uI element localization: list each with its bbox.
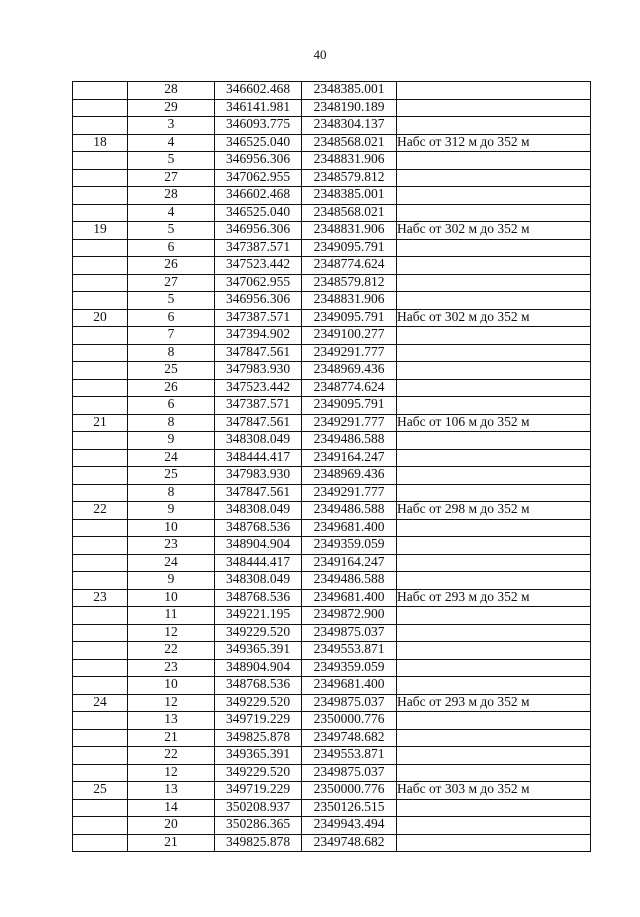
elevation-note-cell: Набс от 312 м до 352 м [397, 134, 591, 152]
elevation-note-cell [397, 677, 591, 695]
area-number-cell [73, 449, 128, 467]
area-number-cell [73, 117, 128, 135]
point-number-cell: 12 [128, 764, 215, 782]
elevation-note-cell [397, 764, 591, 782]
point-number-cell: 10 [128, 589, 215, 607]
table-row [73, 82, 591, 100]
elevation-note-cell [397, 187, 591, 205]
x-coordinate-cell: 347387.571 [215, 309, 302, 327]
y-coordinate-cell: 2349681.400 [302, 589, 397, 607]
point-number-cell: 13 [128, 712, 215, 730]
x-coordinate-cell: 348904.904 [215, 537, 302, 555]
elevation-note-cell [397, 292, 591, 310]
point-number-cell: 29 [128, 99, 215, 117]
elevation-note-cell [397, 204, 591, 222]
y-coordinate-cell: 2349943.494 [302, 817, 397, 835]
area-number-cell [73, 99, 128, 117]
elevation-note-cell [397, 397, 591, 415]
point-number-cell: 6 [128, 309, 215, 327]
x-coordinate-cell: 346956.306 [215, 292, 302, 310]
point-number-cell: 7 [128, 327, 215, 345]
elevation-note-cell: Набс от 293 м до 352 м [397, 589, 591, 607]
y-coordinate-cell: 2348568.021 [302, 204, 397, 222]
y-coordinate-cell: 2348831.906 [302, 222, 397, 240]
x-coordinate-cell: 350286.365 [215, 817, 302, 835]
y-coordinate-cell: 2348304.137 [302, 117, 397, 135]
area-number-cell: 25 [73, 782, 128, 800]
area-number-cell [73, 677, 128, 695]
elevation-note-cell [397, 642, 591, 660]
area-number-cell [73, 257, 128, 275]
y-coordinate-cell: 2349681.400 [302, 677, 397, 695]
table-row [73, 449, 591, 467]
table-row [73, 607, 591, 625]
y-coordinate-cell: 2349748.682 [302, 834, 397, 852]
table-row [73, 537, 591, 555]
point-number-cell: 8 [128, 344, 215, 362]
table-row [73, 397, 591, 415]
area-number-cell [73, 624, 128, 642]
table-row [73, 117, 591, 135]
point-number-cell: 6 [128, 239, 215, 257]
point-number-cell: 11 [128, 607, 215, 625]
table-row [73, 519, 591, 537]
elevation-note-cell [397, 554, 591, 572]
area-number-cell [73, 537, 128, 555]
y-coordinate-cell: 2349291.777 [302, 484, 397, 502]
table-row [73, 379, 591, 397]
elevation-note-cell [397, 257, 591, 275]
table-row [73, 694, 591, 712]
y-coordinate-cell: 2349875.037 [302, 624, 397, 642]
table-row [73, 642, 591, 660]
y-coordinate-cell: 2349100.277 [302, 327, 397, 345]
area-number-cell [73, 82, 128, 100]
area-number-cell: 18 [73, 134, 128, 152]
point-number-cell: 9 [128, 572, 215, 590]
y-coordinate-cell: 2350126.515 [302, 799, 397, 817]
x-coordinate-cell: 349719.229 [215, 782, 302, 800]
x-coordinate-cell: 346956.306 [215, 222, 302, 240]
area-number-cell [73, 239, 128, 257]
point-number-cell: 4 [128, 204, 215, 222]
area-number-cell [73, 712, 128, 730]
point-number-cell: 13 [128, 782, 215, 800]
area-number-cell [73, 467, 128, 485]
x-coordinate-cell: 347847.561 [215, 484, 302, 502]
area-number-cell [73, 169, 128, 187]
table-row [73, 152, 591, 170]
elevation-note-cell [397, 817, 591, 835]
point-number-cell: 3 [128, 117, 215, 135]
area-number-cell: 20 [73, 309, 128, 327]
table-row [73, 257, 591, 275]
area-number-cell [73, 834, 128, 852]
point-number-cell: 21 [128, 729, 215, 747]
elevation-note-cell [397, 712, 591, 730]
table-row [73, 414, 591, 432]
point-number-cell: 28 [128, 82, 215, 100]
table-row [73, 362, 591, 380]
elevation-note-cell [397, 537, 591, 555]
area-number-cell: 22 [73, 502, 128, 520]
point-number-cell: 24 [128, 554, 215, 572]
point-number-cell: 9 [128, 432, 215, 450]
x-coordinate-cell: 349221.195 [215, 607, 302, 625]
area-number-cell [73, 397, 128, 415]
area-number-cell [73, 519, 128, 537]
x-coordinate-cell: 350208.937 [215, 799, 302, 817]
y-coordinate-cell: 2348969.436 [302, 467, 397, 485]
table-row [73, 204, 591, 222]
area-number-cell [73, 554, 128, 572]
elevation-note-cell [397, 484, 591, 502]
x-coordinate-cell: 346093.775 [215, 117, 302, 135]
elevation-note-cell: Набс от 302 м до 352 м [397, 309, 591, 327]
area-number-cell [73, 204, 128, 222]
elevation-note-cell: Набс от 302 м до 352 м [397, 222, 591, 240]
elevation-note-cell [397, 379, 591, 397]
y-coordinate-cell: 2349486.588 [302, 432, 397, 450]
x-coordinate-cell: 347523.442 [215, 257, 302, 275]
coordinates-table [72, 81, 591, 852]
table-row [73, 817, 591, 835]
table-row [73, 327, 591, 345]
elevation-note-cell [397, 659, 591, 677]
elevation-note-cell [397, 239, 591, 257]
point-number-cell: 5 [128, 292, 215, 310]
x-coordinate-cell: 348768.536 [215, 589, 302, 607]
x-coordinate-cell: 349719.229 [215, 712, 302, 730]
point-number-cell: 14 [128, 799, 215, 817]
table-row [73, 99, 591, 117]
area-number-cell: 21 [73, 414, 128, 432]
elevation-note-cell [397, 729, 591, 747]
area-number-cell: 24 [73, 694, 128, 712]
table-row [73, 484, 591, 502]
coordinates-table-body [73, 82, 591, 852]
x-coordinate-cell: 349365.391 [215, 642, 302, 660]
y-coordinate-cell: 2350000.776 [302, 712, 397, 730]
elevation-note-cell [397, 747, 591, 765]
elevation-note-cell [397, 344, 591, 362]
area-number-cell [73, 799, 128, 817]
area-number-cell [73, 327, 128, 345]
elevation-note-cell [397, 607, 591, 625]
area-number-cell [73, 484, 128, 502]
y-coordinate-cell: 2349486.588 [302, 502, 397, 520]
area-number-cell [73, 572, 128, 590]
table-row [73, 799, 591, 817]
area-number-cell [73, 747, 128, 765]
x-coordinate-cell: 349365.391 [215, 747, 302, 765]
elevation-note-cell [397, 572, 591, 590]
table-row [73, 309, 591, 327]
elevation-note-cell [397, 799, 591, 817]
area-number-cell: 23 [73, 589, 128, 607]
table-row [73, 554, 591, 572]
x-coordinate-cell: 348904.904 [215, 659, 302, 677]
y-coordinate-cell: 2348831.906 [302, 152, 397, 170]
point-number-cell: 24 [128, 449, 215, 467]
y-coordinate-cell: 2349681.400 [302, 519, 397, 537]
area-number-cell [73, 292, 128, 310]
y-coordinate-cell: 2349748.682 [302, 729, 397, 747]
point-number-cell: 4 [128, 134, 215, 152]
elevation-note-cell: Набс от 298 м до 352 м [397, 502, 591, 520]
table-row [73, 712, 591, 730]
x-coordinate-cell: 347387.571 [215, 239, 302, 257]
x-coordinate-cell: 347062.955 [215, 169, 302, 187]
elevation-note-cell [397, 432, 591, 450]
x-coordinate-cell: 348768.536 [215, 677, 302, 695]
table-row [73, 432, 591, 450]
table-row [73, 677, 591, 695]
x-coordinate-cell: 347847.561 [215, 414, 302, 432]
point-number-cell: 26 [128, 257, 215, 275]
y-coordinate-cell: 2348385.001 [302, 187, 397, 205]
table-row [73, 239, 591, 257]
table-row [73, 292, 591, 310]
y-coordinate-cell: 2348385.001 [302, 82, 397, 100]
x-coordinate-cell: 347387.571 [215, 397, 302, 415]
x-coordinate-cell: 347847.561 [215, 344, 302, 362]
elevation-note-cell [397, 624, 591, 642]
elevation-note-cell [397, 117, 591, 135]
x-coordinate-cell: 346602.468 [215, 82, 302, 100]
point-number-cell: 25 [128, 467, 215, 485]
table-row [73, 747, 591, 765]
point-number-cell: 27 [128, 274, 215, 292]
x-coordinate-cell: 347394.902 [215, 327, 302, 345]
point-number-cell: 20 [128, 817, 215, 835]
elevation-note-cell [397, 169, 591, 187]
y-coordinate-cell: 2349553.871 [302, 747, 397, 765]
point-number-cell: 6 [128, 397, 215, 415]
x-coordinate-cell: 346602.468 [215, 187, 302, 205]
table-row [73, 834, 591, 852]
x-coordinate-cell: 347983.930 [215, 362, 302, 380]
point-number-cell: 5 [128, 222, 215, 240]
x-coordinate-cell: 346525.040 [215, 134, 302, 152]
point-number-cell: 22 [128, 642, 215, 660]
x-coordinate-cell: 347062.955 [215, 274, 302, 292]
area-number-cell [73, 659, 128, 677]
table-row [73, 502, 591, 520]
y-coordinate-cell: 2348579.812 [302, 169, 397, 187]
elevation-note-cell [397, 82, 591, 100]
table-row [73, 659, 591, 677]
y-coordinate-cell: 2349553.871 [302, 642, 397, 660]
table-row [73, 134, 591, 152]
area-number-cell [73, 607, 128, 625]
y-coordinate-cell: 2348774.624 [302, 257, 397, 275]
y-coordinate-cell: 2348969.436 [302, 362, 397, 380]
point-number-cell: 12 [128, 694, 215, 712]
elevation-note-cell [397, 834, 591, 852]
area-number-cell [73, 379, 128, 397]
y-coordinate-cell: 2349486.588 [302, 572, 397, 590]
x-coordinate-cell: 349825.878 [215, 729, 302, 747]
area-number-cell [73, 274, 128, 292]
y-coordinate-cell: 2349095.791 [302, 239, 397, 257]
x-coordinate-cell: 348768.536 [215, 519, 302, 537]
point-number-cell: 9 [128, 502, 215, 520]
y-coordinate-cell: 2349872.900 [302, 607, 397, 625]
area-number-cell [73, 152, 128, 170]
table-row [73, 467, 591, 485]
x-coordinate-cell: 346956.306 [215, 152, 302, 170]
y-coordinate-cell: 2350000.776 [302, 782, 397, 800]
elevation-note-cell: Набс от 303 м до 352 м [397, 782, 591, 800]
y-coordinate-cell: 2349164.247 [302, 554, 397, 572]
elevation-note-cell [397, 449, 591, 467]
table-row [73, 222, 591, 240]
point-number-cell: 5 [128, 152, 215, 170]
point-number-cell: 28 [128, 187, 215, 205]
y-coordinate-cell: 2348579.812 [302, 274, 397, 292]
page-number: 40 [313, 47, 327, 62]
table-row [73, 572, 591, 590]
point-number-cell: 8 [128, 484, 215, 502]
y-coordinate-cell: 2349164.247 [302, 449, 397, 467]
table-row [73, 169, 591, 187]
x-coordinate-cell: 349229.520 [215, 694, 302, 712]
elevation-note-cell: Набс от 106 м до 352 м [397, 414, 591, 432]
x-coordinate-cell: 348444.417 [215, 449, 302, 467]
table-row [73, 344, 591, 362]
point-number-cell: 22 [128, 747, 215, 765]
x-coordinate-cell: 348308.049 [215, 572, 302, 590]
x-coordinate-cell: 348308.049 [215, 502, 302, 520]
table-row [73, 782, 591, 800]
point-number-cell: 8 [128, 414, 215, 432]
y-coordinate-cell: 2348774.624 [302, 379, 397, 397]
table-row [73, 589, 591, 607]
table-row [73, 624, 591, 642]
point-number-cell: 27 [128, 169, 215, 187]
x-coordinate-cell: 346525.040 [215, 204, 302, 222]
table-row [73, 764, 591, 782]
y-coordinate-cell: 2348190.189 [302, 99, 397, 117]
point-number-cell: 12 [128, 624, 215, 642]
elevation-note-cell: Набс от 293 м до 352 м [397, 694, 591, 712]
area-number-cell [73, 432, 128, 450]
area-number-cell: 19 [73, 222, 128, 240]
area-number-cell [73, 344, 128, 362]
y-coordinate-cell: 2348568.021 [302, 134, 397, 152]
y-coordinate-cell: 2349095.791 [302, 397, 397, 415]
area-number-cell [73, 187, 128, 205]
elevation-note-cell [397, 519, 591, 537]
area-number-cell [73, 362, 128, 380]
y-coordinate-cell: 2348831.906 [302, 292, 397, 310]
x-coordinate-cell: 347523.442 [215, 379, 302, 397]
elevation-note-cell [397, 362, 591, 380]
point-number-cell: 23 [128, 659, 215, 677]
area-number-cell [73, 764, 128, 782]
area-number-cell [73, 817, 128, 835]
x-coordinate-cell: 346141.981 [215, 99, 302, 117]
x-coordinate-cell: 347983.930 [215, 467, 302, 485]
point-number-cell: 21 [128, 834, 215, 852]
elevation-note-cell [397, 274, 591, 292]
y-coordinate-cell: 2349875.037 [302, 764, 397, 782]
elevation-note-cell [397, 152, 591, 170]
point-number-cell: 10 [128, 677, 215, 695]
table-row [73, 729, 591, 747]
area-number-cell [73, 729, 128, 747]
y-coordinate-cell: 2349359.059 [302, 659, 397, 677]
y-coordinate-cell: 2349291.777 [302, 414, 397, 432]
x-coordinate-cell: 349229.520 [215, 764, 302, 782]
table-row [73, 274, 591, 292]
table-row [73, 187, 591, 205]
y-coordinate-cell: 2349359.059 [302, 537, 397, 555]
area-number-cell [73, 642, 128, 660]
y-coordinate-cell: 2349095.791 [302, 309, 397, 327]
point-number-cell: 25 [128, 362, 215, 380]
point-number-cell: 10 [128, 519, 215, 537]
elevation-note-cell [397, 467, 591, 485]
elevation-note-cell [397, 99, 591, 117]
point-number-cell: 26 [128, 379, 215, 397]
x-coordinate-cell: 349825.878 [215, 834, 302, 852]
elevation-note-cell [397, 327, 591, 345]
x-coordinate-cell: 348444.417 [215, 554, 302, 572]
y-coordinate-cell: 2349875.037 [302, 694, 397, 712]
point-number-cell: 23 [128, 537, 215, 555]
x-coordinate-cell: 348308.049 [215, 432, 302, 450]
x-coordinate-cell: 349229.520 [215, 624, 302, 642]
y-coordinate-cell: 2349291.777 [302, 344, 397, 362]
